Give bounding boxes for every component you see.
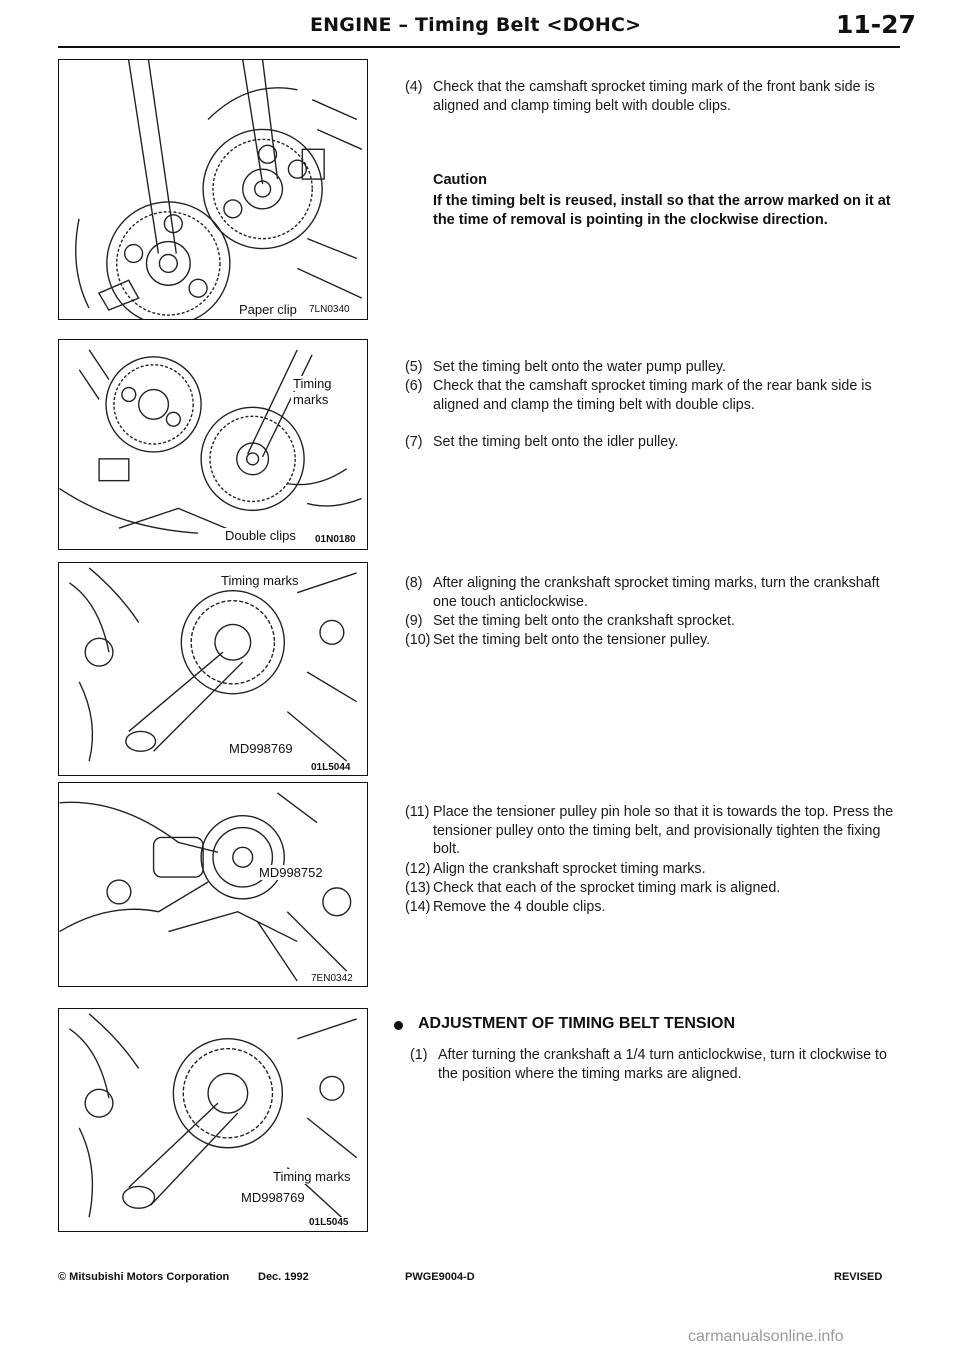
watermark: carmanualsonline.info [688, 1328, 844, 1345]
procedure-step: (9) Set the timing belt onto the crankshaft sprocket. [405, 613, 735, 629]
illustration-crankshaft-sprocket [59, 563, 367, 775]
figure-crankshaft-timing-marks [58, 1008, 368, 1232]
label-special-tool: MD998752 [259, 865, 323, 880]
figure-code: 01N0180 [315, 534, 356, 545]
label-marks: marks [293, 392, 329, 407]
figure-code: 01L5045 [309, 1217, 349, 1228]
illustration-crankshaft-timing-marks [59, 1009, 367, 1231]
procedure-step: (12) Align the crankshaft sprocket timing marks. [405, 861, 706, 877]
procedure-step: (1) After turning the crankshaft a 1/4 turn anticlockwise, turn it clockwise to the position where the timing marks are aligned. [410, 1047, 887, 1082]
figure-code: 01L5044 [311, 762, 351, 773]
footer-status: REVISED [834, 1271, 883, 1283]
procedure-step: (6) Check that the camshaft sprocket timing mark of the rear bank side is aligned and clamp the timing belt with double clips. [405, 378, 872, 413]
label-timing-marks: Timing marks [221, 573, 299, 588]
label-special-tool: MD998769 [229, 741, 293, 756]
section-heading: ADJUSTMENT OF TIMING BELT TENSION [418, 1015, 736, 1032]
figure-code: 7EN0342 [311, 973, 353, 984]
label-timing-marks: Timing marks [273, 1169, 351, 1184]
procedure-step: (7) Set the timing belt onto the idler pulley. [405, 434, 679, 450]
figure-code: 7LN0340 [309, 304, 350, 315]
header-rule [58, 46, 900, 48]
bullet-icon [394, 1021, 403, 1030]
procedure-step: (4) Check that the camshaft sprocket timing mark of the front bank side is aligned and clamp timing belt with double clips. [405, 79, 875, 114]
procedure-step: (5) Set the timing belt onto the water pump pulley. [405, 359, 726, 375]
illustration-rear-camshaft [59, 340, 367, 549]
label-special-tool: MD998769 [241, 1190, 305, 1205]
figure-crankshaft-sprocket [58, 562, 368, 776]
caution-text: If the timing belt is reused, install so that the arrow marked on it at the time of removal is pointing in the clockwise direction. [433, 193, 891, 228]
procedure-step: (13) Check that each of the sprocket timing mark is aligned. [405, 880, 781, 896]
figure-camshaft-rear-double-clips [58, 339, 368, 550]
label-double-clips: Double clips [225, 528, 296, 543]
figure-tensioner-pulley [58, 782, 368, 987]
procedure-step: (8) After aligning the crankshaft sprocket timing marks, turn the crankshaft one touch anticlockwise. [405, 575, 880, 610]
page-number: 11-27 [836, 10, 916, 39]
label-paper-clip: Paper clip [239, 302, 297, 317]
footer-copyright: © Mitsubishi Motors Corporation [58, 1271, 230, 1283]
procedure-step: (14) Remove the 4 double clips. [405, 899, 606, 915]
page-title: ENGINE – Timing Belt <DOHC> [310, 14, 642, 36]
footer-date: Dec. 1992 [258, 1271, 309, 1283]
footer-document-code: PWGE9004-D [405, 1271, 475, 1283]
illustration-camshaft-sprockets [59, 60, 367, 319]
label-timing: Timing [293, 376, 332, 391]
caution-heading: Caution [433, 172, 487, 188]
figure-camshaft-sprockets-front [58, 59, 368, 320]
procedure-step: (10) Set the timing belt onto the tensioner pulley. [405, 632, 711, 648]
procedure-step: (11) Place the tensioner pulley pin hole so that it is towards the top. Press the tensioner pulley onto the timing belt, and provisionally tighten the fixing bolt. [405, 804, 894, 857]
illustration-tensioner-pulley [59, 783, 367, 986]
